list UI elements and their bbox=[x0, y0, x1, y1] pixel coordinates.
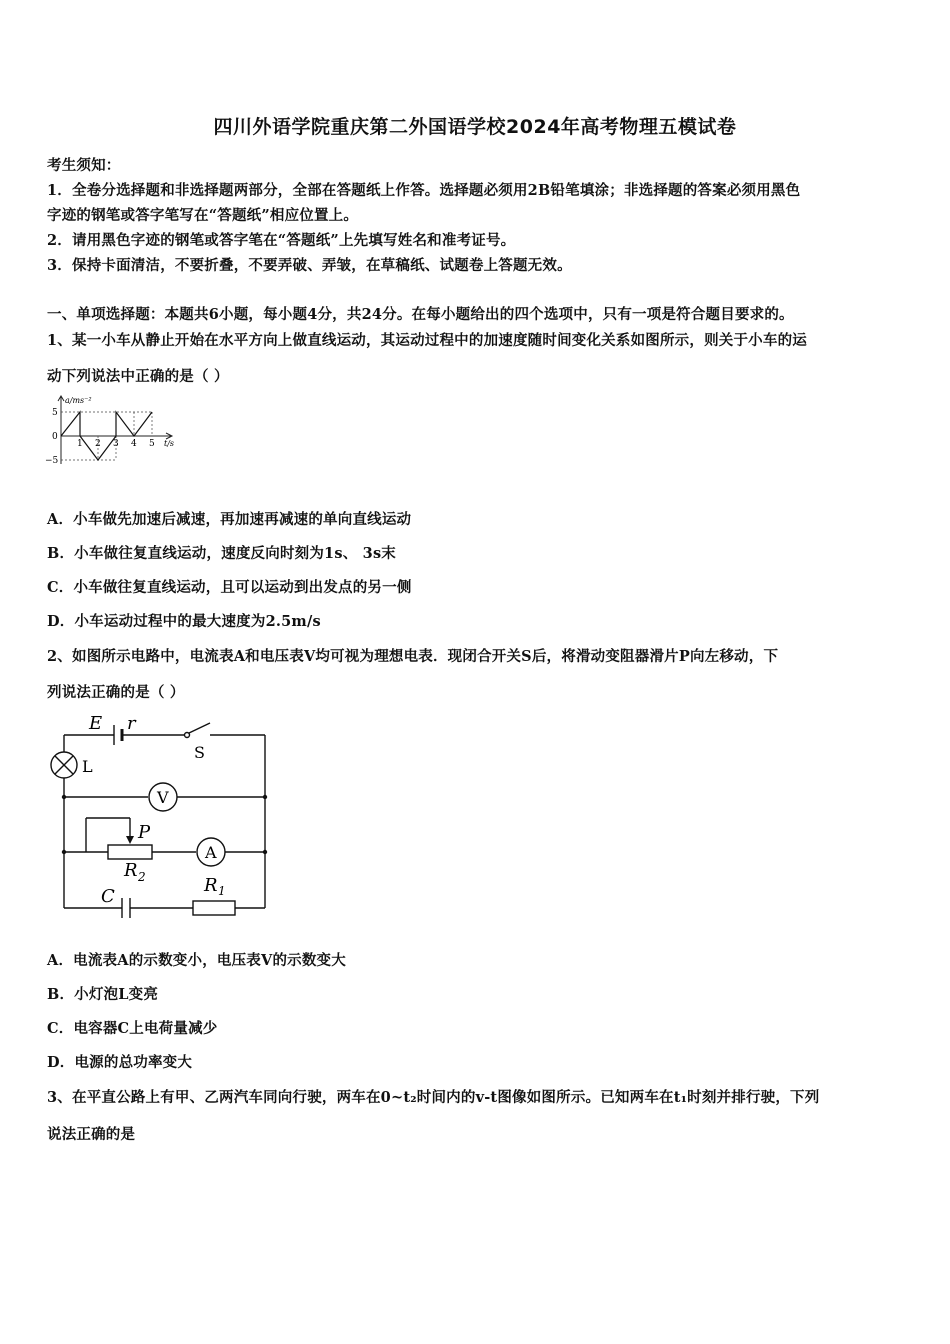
resistor-r2-subscript: 2 bbox=[138, 870, 146, 884]
graph-y-axis-label: a/ms⁻² bbox=[65, 396, 92, 405]
battery-emf-label: E bbox=[89, 713, 103, 734]
question-2-option-b: B．小灯泡L变亮 bbox=[47, 986, 159, 1003]
notice-item: 2．请用黑色字迹的钢笔或答字笔在“答题纸”上先填写姓名和准考证号。 bbox=[47, 232, 516, 249]
internal-resistance-label: r bbox=[127, 713, 136, 734]
graph-x-tick: 4 bbox=[131, 439, 137, 449]
graph-y-tick: 0 bbox=[52, 432, 58, 442]
voltmeter-label: V bbox=[157, 788, 169, 807]
graph-y-tick: −5 bbox=[45, 456, 59, 466]
notice-heading: 考生须知： bbox=[47, 157, 121, 174]
graph-x-axis-label: t/s bbox=[164, 439, 175, 448]
page-title: 四川外语学院重庆第二外国语学校2024年高考物理五模试卷 bbox=[213, 116, 737, 138]
resistor-r1-label: R bbox=[204, 875, 218, 896]
graph-y-tick: 5 bbox=[52, 408, 58, 418]
capacitor-label: C bbox=[101, 886, 115, 907]
question-1-option-a: A．小车做先加速后减速，再加速再减速的单向直线运动 bbox=[47, 511, 412, 528]
graph-x-tick: 5 bbox=[149, 439, 155, 449]
notice-item: 字迹的钢笔或答字笔写在“答题纸”相应位置上。 bbox=[47, 207, 359, 224]
question-2-option-d: D．电源的总功率变大 bbox=[47, 1054, 193, 1071]
switch-label: S bbox=[194, 743, 205, 762]
section-header: 一、单项选择题：本题共6小题，每小题4分，共24分。在每小题给出的四个选项中，只有一项是符合题目要求的。 bbox=[47, 306, 794, 323]
notice-item: 1．全卷分选择题和非选择题两部分，全部在答题纸上作答。选择题必须用2B铅笔填涂；非选择题的答案必须用黑色 bbox=[47, 182, 801, 199]
ammeter-label: A bbox=[205, 843, 217, 862]
question-1-stem-cont: 动下列说法中正确的是（ ） bbox=[47, 368, 229, 385]
resistor-r1-subscript: 1 bbox=[218, 884, 226, 898]
question-1-option-b: B．小车做往复直线运动，速度反向时刻为1s、 3s末 bbox=[47, 545, 397, 562]
graph-x-tick: 1 bbox=[77, 439, 83, 449]
lamp-label: L bbox=[82, 757, 93, 776]
question-1-stem: 1、某一小车从静止开始在水平方向上做直线运动，其运动过程中的加速度随时间变化关系如图所示，则关于小车的运 bbox=[47, 332, 807, 349]
question-2-option-c: C．电容器C上电荷量减少 bbox=[47, 1020, 218, 1037]
question-2-stem: 2、如图所示电路中，电流表A和电压表V均可视为理想电表．现闭合开关S后，将滑动变阻器滑片P向左移动，下 bbox=[47, 648, 779, 665]
graph-x-tick: 2 bbox=[95, 439, 101, 449]
question-2-stem-cont: 列说法正确的是（ ） bbox=[47, 684, 185, 701]
question-1-option-c: C．小车做往复直线运动，且可以运动到出发点的另一侧 bbox=[47, 579, 412, 596]
notice-item: 3．保持卡面清洁，不要折叠，不要弄破、弄皱，在草稿纸、试题卷上答题无效。 bbox=[47, 257, 572, 274]
question-1-option-d: D．小车运动过程中的最大速度为2.5m/s bbox=[47, 613, 321, 630]
resistor-r2-label: R bbox=[124, 860, 138, 881]
slider-label: P bbox=[138, 822, 151, 843]
question-2-option-a: A．电流表A的示数变小，电压表V的示数变大 bbox=[47, 952, 346, 969]
acceleration-time-graph bbox=[44, 392, 184, 472]
graph-x-tick: 3 bbox=[113, 439, 119, 449]
circuit-diagram bbox=[44, 710, 274, 920]
question-3-stem-cont: 说法正确的是 bbox=[47, 1126, 136, 1143]
question-3-stem: 3、在平直公路上有甲、乙两汽车同向行驶，两车在0~t₂时间内的v-t图像如图所示。已知两车在t₁时刻并排行驶，下列 bbox=[47, 1089, 820, 1106]
